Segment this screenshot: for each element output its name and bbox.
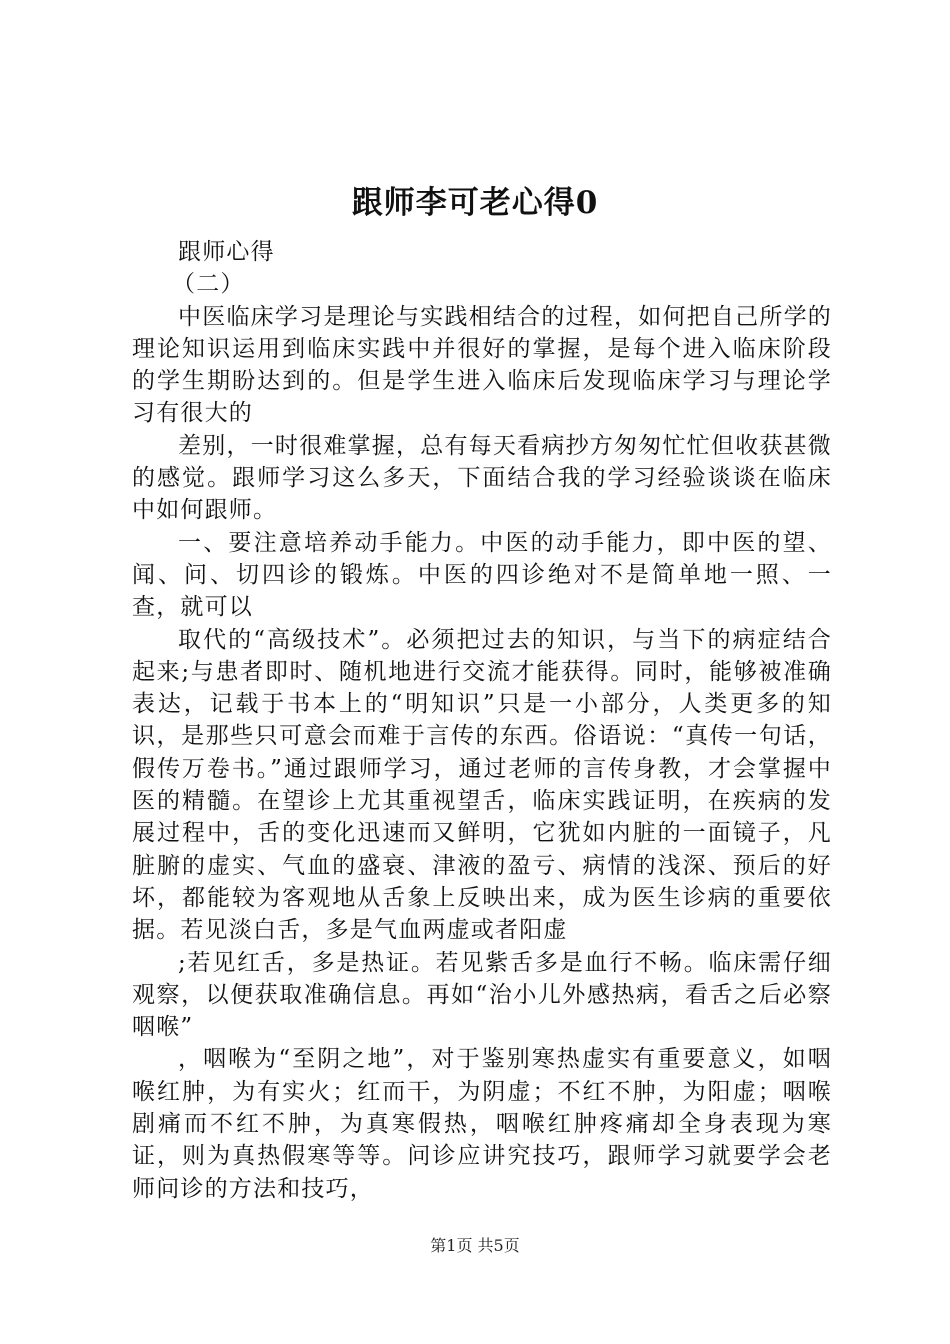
document-title: 跟师李可老心得0 [351, 185, 599, 221]
section-marker: （二） [172, 271, 245, 298]
page-footer: 第1页 共5页 [430, 1236, 520, 1255]
paragraph: 一、要注意培养动手能力。中医的动手能力，即中医的望、闻、问、切四诊的锻炼。中医的四诊绝对不是简单地一照、一查，就可以 [132, 529, 832, 621]
document-body [132, 236, 832, 1205]
paragraph: 差别，一时很难掌握，总有每天看病抄方匆匆忙忙但收获甚微的感觉。跟师学习这么多天，下面结合我的学习经验谈谈在临床中如何跟师。 [132, 432, 832, 524]
paragraph: 取代的“高级技术”。必须把过去的知识，与当下的病症结合起来;与患者即时、随机地进行交流才能获得。同时，能够被准确表达，记载于书本上的“明知识”只是一小部分，人类更多的知识，是那些只可意会而难于言传的东西。俗语说：“真传一句话，假传万卷书。”通过跟师学习，通过老师的言传身教，才会掌握中医的精髓。在望诊上尤其重视望舌，临床实践证明，在疾病的发展过程中，舌的变化迅速而又鲜明，它犹如内脏的一面镜子，凡脏腑的虚实、气血的盛衰、津液的盈亏、病情的浅深、预后的好坏，都能较为客观地从舌象上反映出来，成为医生诊病的重要依据。若见淡白舌，多是气血两虚或者阳虚 [132, 626, 832, 944]
paragraph: 中医临床学习是理论与实践相结合的过程，如何把自己所学的理论知识运用到临床实践中并很好的掌握，是每个进入临床阶段的学生期盼达到的。但是学生进入临床后发现临床学习与理论学习有很大的 [132, 303, 832, 427]
subtitle: 跟师心得 [178, 239, 275, 265]
paragraph: ，咽喉为“至阴之地”，对于鉴别寒热虚实有重要意义，如咽喉红肿，为有实火；红而干，为阴虚；不红不肿，为阳虚；咽喉剧痛而不红不肿，为真寒假热，咽喉红肿疼痛却全身表现为寒证，则为真热假寒等等。问诊应讲究技巧，跟师学习就要学会老师问诊的方法和技巧， [132, 1046, 832, 1202]
paragraph: ;若见红舌，多是热证。若见紫舌多是血行不畅。临床需仔细观察，以便获取准确信息。再如“治小儿外感热病，看舌之后必察咽喉” [132, 949, 832, 1041]
